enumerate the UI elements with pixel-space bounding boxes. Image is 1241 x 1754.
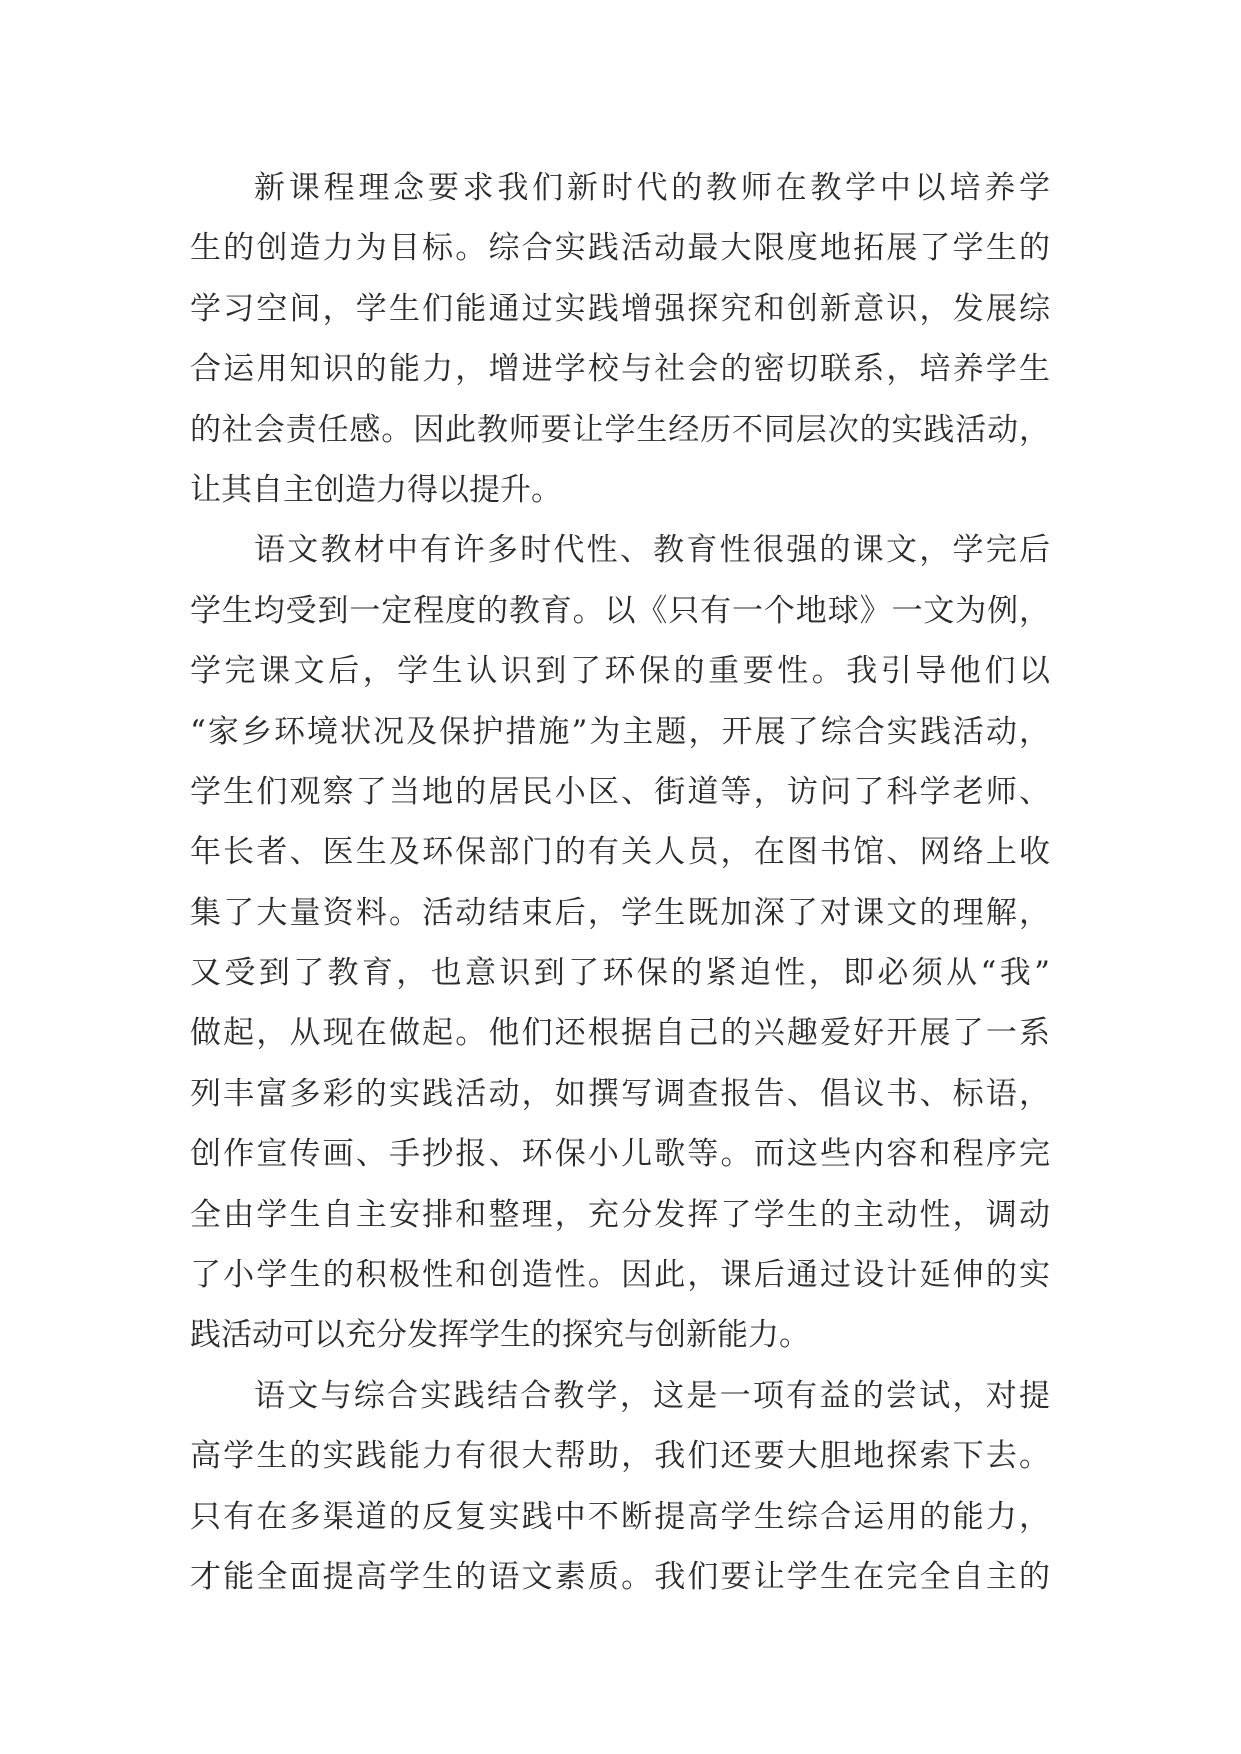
paragraph-2 bbox=[190, 520, 1050, 1365]
text-line: 学生们观察了当地的居民小区、街道等，访问了科学老师、 bbox=[190, 773, 1050, 810]
text-line: 的社会责任感。因此教师要让学生经历不同层次的实践活动， bbox=[190, 411, 1050, 448]
text-line: 学生均受到一定程度的教育。以《只有一个地球》一文为例， bbox=[190, 592, 1050, 629]
text-line: 做起，从现在做起。他们还根据自己的兴趣爱好开展了一系 bbox=[190, 1015, 1050, 1052]
text-line: 合运用知识的能力，增进学校与社会的密切联系，培养学生 bbox=[190, 351, 1050, 388]
text-line: 年长者、医生及环保部门的有关人员，在图书馆、网络上收 bbox=[190, 834, 1050, 871]
text-line: 践活动可以充分发挥学生的探究与创新能力。 bbox=[190, 1317, 810, 1354]
text-line: 学完课文后，学生认识到了环保的重要性。我引导他们以 bbox=[190, 653, 1050, 690]
body-text bbox=[190, 158, 1050, 1607]
text-line: 又受到了教育，也意识到了环保的紧迫性，即必须从“我” bbox=[190, 955, 1050, 992]
text-line: 高学生的实践能力有很大帮助，我们还要大胆地探索下去。 bbox=[190, 1438, 1050, 1475]
text-line: 让其自主创造力得以提升。 bbox=[190, 471, 562, 508]
text-line: 语文教材中有许多时代性、教育性很强的课文，学完后 bbox=[254, 532, 1050, 569]
text-line: 了小学生的积极性和创造性。因此，课后通过设计延伸的实 bbox=[190, 1257, 1050, 1294]
text-line: 才能全面提高学生的语文素质。我们要让学生在完全自主的 bbox=[190, 1558, 1050, 1595]
text-line: 全由学生自主安排和整理，充分发挥了学生的主动性，调动 bbox=[190, 1196, 1050, 1233]
paragraph-3 bbox=[190, 1366, 1050, 1608]
text-line: 学习空间，学生们能通过实践增强探究和创新意识，发展综 bbox=[190, 290, 1050, 327]
text-line: 语文与综合实践结合教学，这是一项有益的尝试，对提 bbox=[254, 1377, 1050, 1414]
text-line: 只有在多渠道的反复实践中不断提高学生综合运用的能力， bbox=[190, 1498, 1050, 1535]
text-line: “家乡环境状况及保护措施”为主题，开展了综合实践活动， bbox=[190, 713, 1050, 750]
text-line: 生的创造力为目标。综合实践活动最大限度地拓展了学生的 bbox=[190, 230, 1050, 267]
text-line: 创作宣传画、手抄报、环保小儿歌等。而这些内容和程序完 bbox=[190, 1136, 1050, 1173]
text-line: 列丰富多彩的实践活动，如撰写调查报告、倡议书、标语， bbox=[190, 1075, 1050, 1112]
text-line: 集了大量资料。活动结束后，学生既加深了对课文的理解， bbox=[190, 894, 1050, 931]
paragraph-1 bbox=[190, 158, 1050, 520]
text-line: 新课程理念要求我们新时代的教师在教学中以培养学 bbox=[254, 170, 1050, 206]
